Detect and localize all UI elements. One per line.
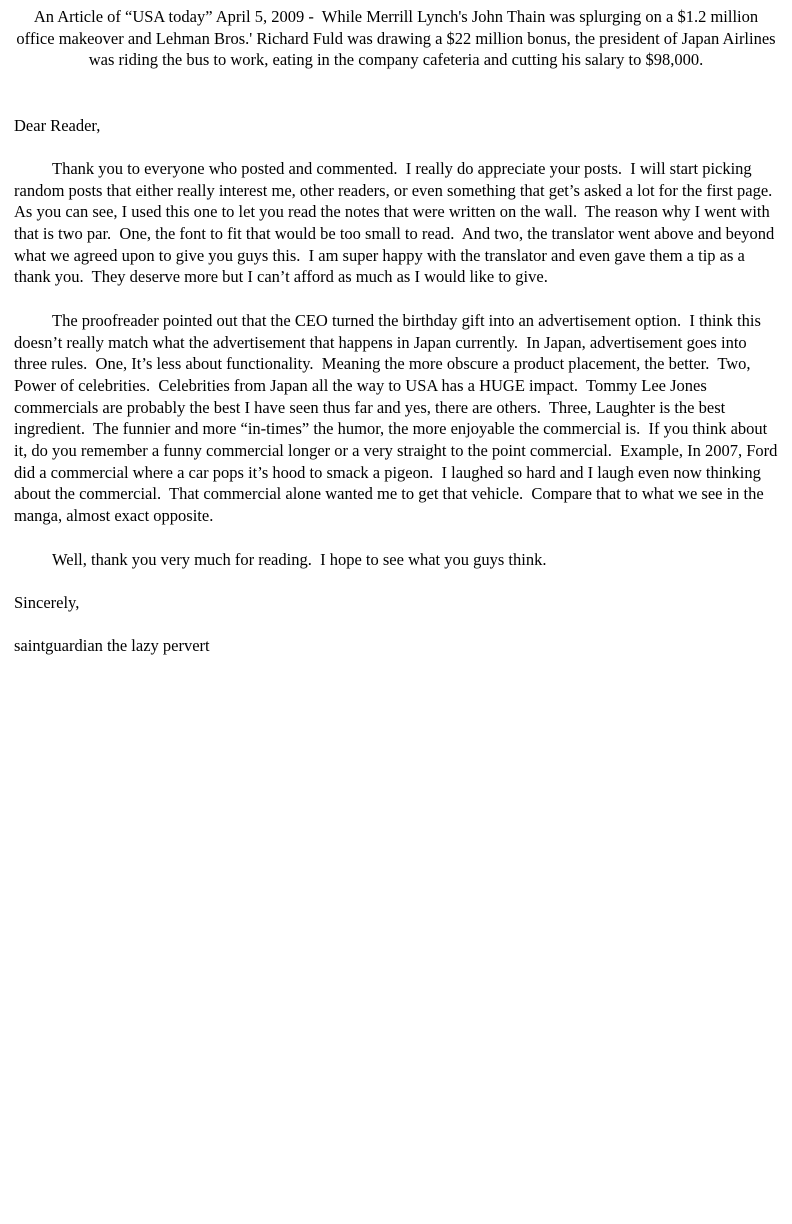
closing: Sincerely, [14,592,80,612]
paragraph-farewell: Well, thank you very much for reading. I hope to see what you guys think. [52,549,547,569]
article-header: An Article of “USA today” April 5, 2009 - While Merrill Lynch's John Thain was splurging on a $1.2 million office makeover and Lehman Bros.' Richard Fuld was drawing a $22 million bonus, the president of Japan Airlines was riding the bus to work, eating in the company cafeteria and cutting his salary to $98,000. [16,7,780,70]
paragraph-advertisement: The proofreader pointed out that the CEO turned the birthday gift into an advertisement option. I think this doesn’t really match what the advertisement that happens in Japan currently. In Japan, advertisement goes into three rules. One, It’s less about functionality. Meaning the more obscure a product placement, the better. Two, Power of celebrities. Celebrities from Japan all the way to USA has a HUGE impact. Tommy Lee Jones commercials are probably the best I have seen thus far and yes, there are others. Three, Laughter is the best ingredient. The funnier and more “in-times” the humor, the more enjoyable the commercial is. If you think about it, do you remember a funny commercial longer or a very straight to the point commercial. Example, In 2007, Ford did a commercial where a car pops it’s hood to smack a pigeon. I laughed so hard and I laugh even now thinking about the commercial. That commercial alone wanted me to get that vehicle. Compare that to what we see in the manga, almost exact opposite. [14,310,782,526]
salutation: Dear Reader, [14,115,101,135]
paragraph-thanks: Thank you to everyone who posted and commented. I really do appreciate your posts. I will start picking random posts that either really interest me, other readers, or even something that get’s asked a lot for the first page. As you can see, I used this one to let you read the notes that were written on the wall. The reason why I went with that is two par. One, the font to fit that would be too small to read. And two, the translator went above and beyond what we agreed upon to give you guys this. I am super happy with the translator and even gave them a tip as a thank you. They deserve more but I can’t afford as much as I would like to give. [14,158,780,287]
signature: saintguardian the lazy pervert [14,636,210,656]
